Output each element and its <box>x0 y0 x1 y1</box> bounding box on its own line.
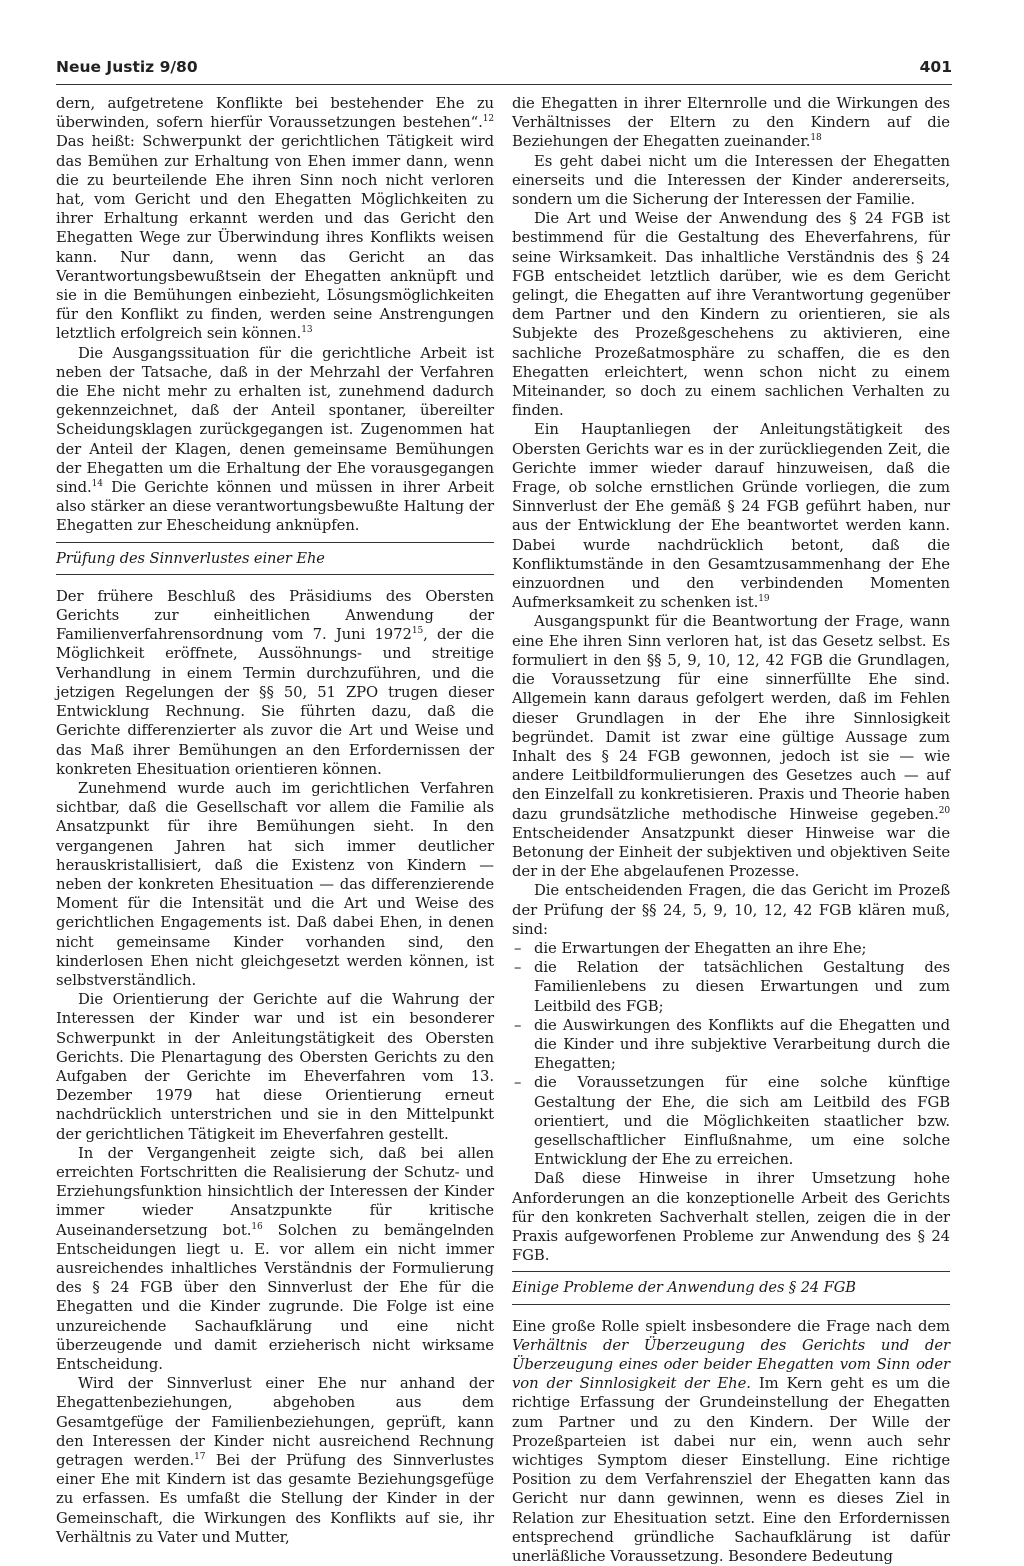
paragraph: Daß diese Hinweise in ihrer Umsetzung hohe Anforderungen an die konzeptionelle Arbeit des Gerichts für den konkreten Sachverhalt stellen, zeigen die in der Praxis aufgeworfenen Probleme zur Anwendung des § 24 FGB. <box>512 1170 950 1265</box>
footnote-ref: 20 <box>938 805 950 816</box>
footnote-ref: 17 <box>194 1452 206 1463</box>
paragraph: Die entscheidenden Fragen, die das Gericht im Prozeß der Prüfung der §§ 24, 5, 9, 10, 12, 42 FGB klären muß, sind: <box>512 882 950 938</box>
header-rule <box>56 84 952 85</box>
footnote-ref: 19 <box>758 594 770 605</box>
section-heading-block <box>512 1271 950 1304</box>
paragraph: Eine große Rolle spielt insbesondere die Frage nach dem Verhältnis der Überzeugung des Gerichts und der Überzeugung eines oder beider Ehegatten vom Sinn oder von der Sinnlosigkeit der Ehe. Im Kern geht es um die richtige Erfassung der Grundeinstellung der Ehegatten zum Partner und zu den Kindern. Der Wille der Prozeßparteien ist dabei nur ein, wenn auch sehr wichtiges Symptom dieser Einstellung. Eine richtige Position zu dem Verfahrensziel der Ehegatten kann das Gericht nur dann gewinnen, wenn es dieses Ziel in Relation zur Ehesituation setzt. Eine den Erfordernissen entsprechend gründliche Sachaufklärung ist dafür unerläßliche Voraussetzung. Besondere Bedeutung <box>512 1317 950 1566</box>
page-header <box>56 58 952 82</box>
paragraph: Ausgangspunkt für die Beantwortung der Frage, wann eine Ehe ihren Sinn verloren hat, ist das Gesetz selbst. Es formuliert in den §§ 5, 9, 10, 12, 42 FGB die Grundlagen, die Voraussetzung für eine sinnerfüllte Ehe sind. Allgemein kann daraus gefolgert werden, daß im Fehlen dieser Grundlagen in der Ehe ihre Sinnlosigkeit begründet. Damit ist zwar eine gültige Aussage zum Inhalt des § 24 FGB gewonnen, jedoch ist sie — wie andere Leitbildformulierungen des Gesetzes auch — auf den Einzelfall zu konkretisieren. Praxis und Theorie haben dazu grundsätzliche methodische Hinweise gegeben.$^{20}$ Entscheidender Ansatzpunkt dieser Hinweise war die Betonung der Einheit der subjektiven und objektiven Seite der in der Ehe abgelaufenen Prozesse. <box>512 613 950 881</box>
footnote-ref: 13 <box>301 325 313 336</box>
footnote-ref: 16 <box>251 1221 263 1232</box>
journal-title: Neue Justiz 9/80 <box>56 58 198 76</box>
footnote-ref: 18 <box>810 133 822 144</box>
section-heading: Prüfung des Sinnverlustes einer Ehe <box>56 549 325 567</box>
right-column <box>512 94 950 1566</box>
page-number: 401 <box>919 58 952 76</box>
left-column <box>56 94 494 1547</box>
list-item: – die Auswirkungen des Konflikts auf die Ehegatten und die Kinder und ihre subjektive Verarbeitung durch die Ehegatten; <box>512 1016 950 1074</box>
section-rule <box>56 542 494 543</box>
paragraph: Ein Hauptanliegen der Anleitungstätigkeit des Obersten Gerichts war es in der zurückliegenden Zeit, die Gerichte immer wieder darauf hinzuweisen, daß die Frage, ob solche ernstlichen Gründe vorliegen, die zum Sinnverlust der Ehe gemäß § 24 FGB geführt haben, nur aus der Entwicklung der Ehe beantwortet werden kann. Dabei wurde nachdrücklich betont, daß die Konfliktumstände in den Gesamtzusammenhang der Ehe einzuordnen und den verbindenden Momenten Aufmerksamkeit zu schenken ist.$^{19}$ <box>512 421 950 612</box>
list-item: – die Voraussetzungen für eine solche künftige Gestaltung der Ehe, die sich am Leitbild des FGB orientiert, und die Möglichkeiten staatlicher bzw. gesellschaftlicher Einflußnahme, um eine solche Entwicklung der Ehe zu erreichen. <box>512 1073 950 1169</box>
paragraph: dern, aufgetretene Konflikte bei bestehender Ehe zu überwinden, sofern hierfür Voraussetzungen bestehen“.$^{12}$ Das heißt: Schwerpunkt der gerichtlichen Tätigkeit wird das Bemühen zur Erhaltung von Ehen immer dann, wenn die zu beurteilende Ehe ihren Sinn noch nicht verloren hat, vom Gericht und den Ehegatten Möglichkeiten zu ihrer Erhaltung erkannt werden und das Gericht den Ehegatten Wege zur Überwindung ihres Konflikts weisen kann. Nur dann, wenn das Gericht an das Verantwortungsbewußtsein der Ehegatten anknüpft und sie in die Bemühungen einbezieht, Lösungsmöglichkeiten für den Konflikt zu finden, werden seine Anstrengungen letztlich erfolgreich sein können.$^{13}$ <box>56 95 494 343</box>
section-rule <box>56 574 494 575</box>
footnote-ref: 12 <box>482 114 494 125</box>
footnote-ref: 14 <box>91 479 103 490</box>
footnote-ref: 15 <box>411 626 424 637</box>
paragraph: Die Art und Weise der Anwendung des § 24 FGB ist bestimmend für die Gestaltung des Eheverfahrens, für seine Wirksamkeit. Das inhaltliche Verständnis des § 24 FGB entscheidet letztlich darüber, wie es dem Gericht gelingt, die Ehegatten auf ihre Verantwortung gegenüber dem Partner und den Kindern zu orientieren, sie als Subjekte des Prozeßgeschehens zu aktivieren, eine sachliche Prozeßatmosphäre zu schaffen, die es den Ehegatten erleichtert, wenn schon nicht zu einem Miteinander, so doch zu einem sachlichen Verhalten zu finden. <box>512 210 950 420</box>
paragraph: die Ehegatten in ihrer Elternrolle und die Wirkungen des Verhältnisses der Eltern zu den Kindern auf die Beziehungen der Ehegatten zueinander.$^{18}$ <box>512 95 950 151</box>
paragraph: Wird der Sinnverlust einer Ehe nur anhand der Ehegattenbeziehungen, abgehoben aus dem Gesamtgefüge der Familienbeziehungen, geprüft, kann den Interessen der Kinder nicht ausreichend Rechnung getragen werden.$^{17}$ Bei der Prüfung des Sinnverlustes einer Ehe mit Kindern ist das gesamte Beziehungsgefüge zu erfassen. Es umfaßt die Stellung der Kinder in der Gemeinschaft, die Wirkungen des Konflikts auf sie, ihr Verhältnis zu Vater und Mutter, <box>56 1375 494 1546</box>
emphasized-text: Verhältnis der Überzeugung des Gerichts und der Überzeugung eines oder beider Ehegatten vom Sinn oder von der Sinnlosigkeit der Ehe. <box>512 1336 950 1393</box>
section-rule <box>512 1271 950 1272</box>
section-heading-block <box>56 542 494 575</box>
paragraph: Zunehmend wurde auch im gerichtlichen Verfahren sichtbar, daß die Gesellschaft vor allem die Familie als Ansatzpunkt für ihre Bemühungen sieht. In den vergangenen Jahren hat sich immer deutlicher herauskristallisiert, daß die Existenz von Kindern — neben der konkreten Ehesituation — das differenzierende Moment für die Intensität und die Art und Weise des gerichtlichen Engagements ist. Daß dabei Ehen, in denen nicht gemeinsame Kinder vorhanden sind, den kinderlosen Ehen nicht gleichgesetzt werden können, ist selbstverständlich. <box>56 779 494 989</box>
list-item: – die Erwartungen der Ehegatten an ihre Ehe; <box>512 939 950 958</box>
list-item: – die Relation der tatsächlichen Gestaltung des Familienlebens zu diesen Erwartungen und zum Leitbild des FGB; <box>512 958 950 1016</box>
paragraph: Die Ausgangssituation für die gerichtliche Arbeit ist neben der Tatsache, daß in der Mehrzahl der Verfahren die Ehe nicht mehr zu erhalten ist, zunehmend dadurch gekennzeichnet, daß der Anteil spontaner, übereilter Scheidungsklagen zurückgegangen ist. Zugenommen hat der Anteil der Klagen, denen gemeinsame Bemühungen der Ehegatten um die Erhaltung der Ehe vorausgegangen sind.$^{14}$ Die Gerichte können und müssen in ihrer Arbeit also stärker an diese verantwortungsbewußte Haltung der Ehegatten zur Ehescheidung anknüpfen. <box>56 344 494 535</box>
paragraph: In der Vergangenheit zeigte sich, daß bei allen erreichten Fortschritten die Realisierung der Schutz- und Erziehungsfunktion hinsichtlich der Interessen der Kinder immer wieder Ansatzpunkte für kritische Auseinandersetzung bot.$^{16}$ Solchen zu bemängelnden Entscheidungen liegt u. E. vor allem ein nicht immer ausreichendes inhaltliches Verständnis der Formulierung des § 24 FGB über den Sinnverlust der Ehe für die Ehegatten und die Kinder zugrunde. Die Folge ist eine unzureichende Sachaufklärung und eine nicht überzeugende und damit erzieherisch nicht wirksame Entscheidung. <box>56 1144 494 1373</box>
criteria-list <box>512 939 950 1169</box>
section-rule <box>512 1304 950 1305</box>
section-heading: Einige Probleme der Anwendung des § 24 FGB <box>512 1279 856 1297</box>
paragraph: Es geht dabei nicht um die Interessen der Ehegatten einerseits und die Interessen der Kinder andererseits, sondern um die Sicherung der Interessen der Familie. <box>512 152 950 209</box>
paragraph: Die Orientierung der Gerichte auf die Wahrung der Interessen der Kinder war und ist ein besonderer Schwerpunkt in der Anleitungstätigkeit des Obersten Gerichts. Die Plenartagung des Obersten Gerichts zu den Aufgaben der Gerichte im Eheverfahren vom 13. Dezember 1979 hat diese Orientierung erneut nachdrücklich unterstrichen und sie in den Mittelpunkt der gerichtlichen Tätigkeit im Eheverfahren gestellt. <box>56 991 494 1143</box>
paragraph: Der frühere Beschluß des Präsidiums des Obersten Gerichts zur einheitlichen Anwendung der Familienverfahrensordnung vom 7. Juni 1972$^{15}$, der die Möglichkeit eröffnete, Aussöhnungs- und streitige Verhandlung in einem Termin durchzuführen, und die jetzigen Regelungen der §§ 50, 51 ZPO trugen dieser Entwicklung Rechnung. Sie führten dazu, daß die Gerichte differenzierter als zuvor die Art und Weise und das Maß ihrer Bemühungen an den Erfordernissen der konkreten Ehesituation orientieren können. <box>56 587 494 778</box>
